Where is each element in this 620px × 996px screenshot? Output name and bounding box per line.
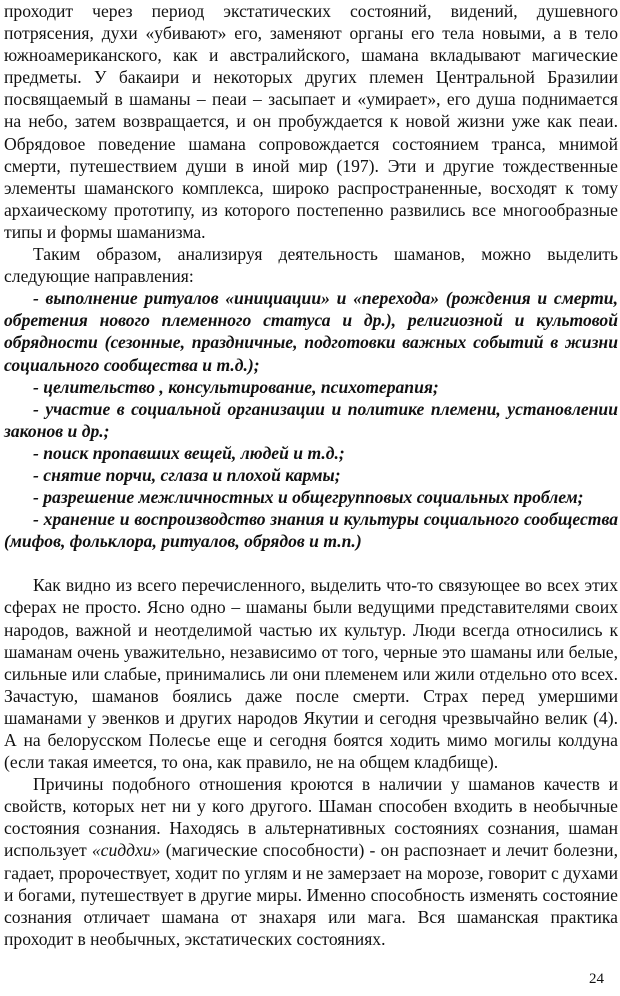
direction-item-healing: - целительство , консультирование, психотерапия; — [33, 376, 439, 397]
paragraph-directions-intro: Таким образом, анализируя деятельность шаманов, можно выделить следующие направления: — [4, 244, 618, 287]
direction-item-search: - поиск пропавших вещей, людей и т.д.; — [33, 442, 345, 463]
direction-item-rituals: - выполнение ритуалов «инициации» и «перехода» (рождения и смерти, обретения нового племенного статуса и др.), религиозной и культовой обрядности (сезонные, праздничные, подготовки важных событий в жизни социального сообщества и т.д.); — [4, 288, 618, 375]
directions-list — [4, 287, 618, 552]
page-body — [4, 0, 618, 950]
paragraph-shaman-abilities — [4, 773, 618, 950]
direction-item-curse-removal: - снятие порчи, сглаза и плохой кармы; — [33, 464, 341, 485]
direction-item-social-organization: - участие в социальной организации и политике племени, установлении законов и др.; — [4, 398, 618, 441]
paragraph-shaman-initiation: проходит через период экстатических состояний, видений, душевного потрясения, духи «убивают» его, заменяют органы его тела новыми, а в тело южноамериканского, как и австралийского, шамана вкладывают магические предметы. У бакаири и некоторых других племен Центральной Бразилии посвящаемый в шаманы – пеаи – засыпает и «умирает», его душа поднимается на небо, затем возвращается, и он пробуждается к новой жизни уже как пеаи. Обрядовое поведение шамана сопровождается состоянием транса, мнимой смерти, путешествием души в иной мир (197). Эти и другие тождественные элементы шаманского комплекса, широко распространенные, восходят к тому архаическому прототипу, из которого постепенно развились все многообразные типы и формы шаманизма. — [4, 1, 618, 242]
siddhi-term: «сиддхи» — [91, 840, 161, 861]
paragraph-gap — [4, 552, 618, 574]
direction-item-conflict-resolution: - разрешение межличностных и общегрупповых социальных проблем; — [33, 487, 584, 508]
abilities-text-start: Причины подобного отношения кроются в наличии у шаманов качеств и свойств, которых нет ни у кого другого. Шаман способен входить в необычные состояния сознания. Находясь в альтернативных состояниях сознания, шаман использует — [4, 774, 618, 861]
paragraph-shaman-respect: Как видно из всего перечисленного, выделить что-то связующее во всех этих сферах не просто. Ясно одно – шаманы были ведущими представителями своих народов, важной и неотделимой частью их культур. Люди всегда относились к шаманам очень уважительно, независимо от того, черные это шаманы или белые, сильные или слабые, принимались ли они племенем или жили отдельно ото всех. Зачастую, шаманов боялись даже после смерти. Страх перед умершими шаманами у эвенков и других народов Якутии и сегодня чрезвычайно велик (4). А на белорусском Полесье еще и сегодня боятся ходить мимо могилы колдуна (если такая имеется, то она, как правило, не на общем кладбище). — [4, 575, 618, 773]
abilities-text-end: (магические способности) - он распознает и лечит болезни, гадает, пророчествует, ходит по углям и не замерзает на морозе, говорит с духами и богами, путешествует в другие миры. Именно способность изменять состояние сознания отличает шамана от знахаря или мага. Вся шаманская практика проходит в необычных, экстатических состояниях. — [4, 840, 618, 949]
direction-item-knowledge-preservation: - хранение и воспроизводство знания и культуры социального сообщества (мифов, фольклора, ритуалов, обрядов и т.п.) — [4, 509, 618, 552]
page-number: 24 — [589, 971, 604, 987]
